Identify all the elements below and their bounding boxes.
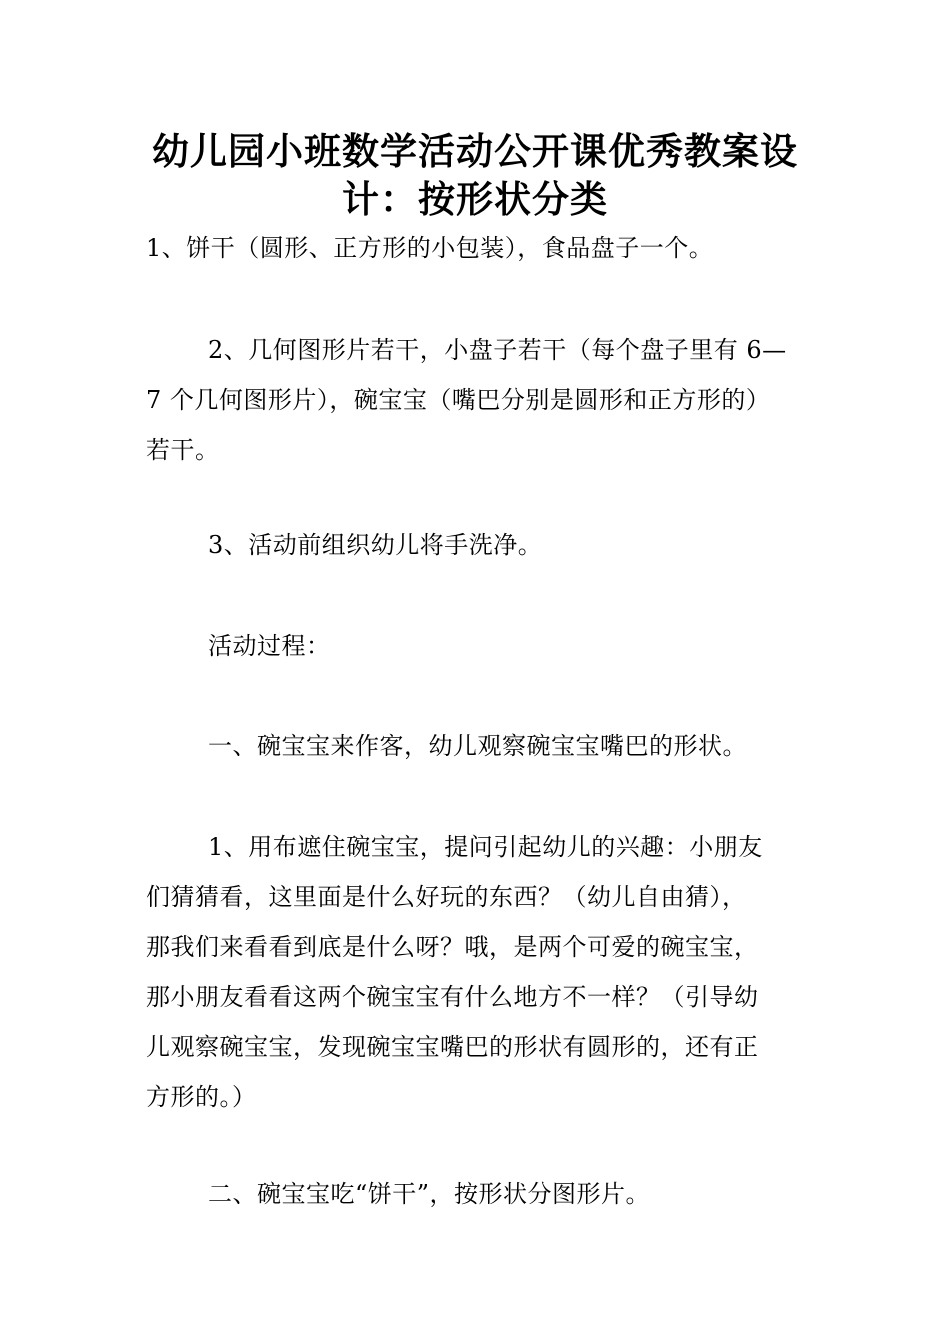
paragraph-line: 3、活动前组织幼儿将手洗净。 <box>208 531 543 559</box>
paragraph-line: 1、用布遮住碗宝宝，提问引起幼儿的兴趣：小朋友 <box>208 833 763 861</box>
paragraph-line: 那我们来看看到底是什么呀？哦，是两个可爱的碗宝宝， <box>146 933 759 961</box>
paragraph-line: 方形的。） <box>146 1083 257 1111</box>
paragraph-line: 二、碗宝宝吃“饼干”，按形状分图形片。 <box>208 1180 651 1208</box>
paragraph-line: 儿观察碗宝宝，发现碗宝宝嘴巴的形状有圆形的，还有正 <box>146 1033 759 1061</box>
paragraph-step-1-detail <box>146 822 810 1122</box>
section-heading-step-2 <box>146 1169 810 1219</box>
paragraph-line: 7 个几何图形片），碗宝宝（嘴巴分别是圆形和正方形的） <box>146 386 771 414</box>
paragraph-line: 若干。 <box>146 436 220 464</box>
paragraph-line: 活动过程： <box>208 632 331 660</box>
title-line-1: 幼儿园小班数学活动公开课优秀教案设 <box>152 130 798 173</box>
document-title <box>120 128 830 224</box>
paragraph-line: 1、饼干（圆形、正方形的小包装），食品盘子一个。 <box>146 234 714 262</box>
paragraph-materials-3 <box>146 520 810 570</box>
section-heading-step-1 <box>146 721 810 771</box>
title-line-2: 计：按形状分类 <box>342 178 608 221</box>
paragraph-line: 2、几何图形片若干，小盘子若干（每个盘子里有 6— <box>208 336 787 364</box>
paragraph-materials-2 <box>146 325 810 475</box>
paragraph-line: 那小朋友看看这两个碗宝宝有什么地方不一样？（引导幼 <box>146 983 759 1011</box>
paragraph-line: 们猜猜看，这里面是什么好玩的东西？（幼儿自由猜）， <box>146 883 747 911</box>
section-heading-process <box>146 621 810 671</box>
paragraph-line: 一、碗宝宝来作客，幼儿观察碗宝宝嘴巴的形状。 <box>208 732 747 760</box>
paragraph-materials-1 <box>146 223 810 273</box>
